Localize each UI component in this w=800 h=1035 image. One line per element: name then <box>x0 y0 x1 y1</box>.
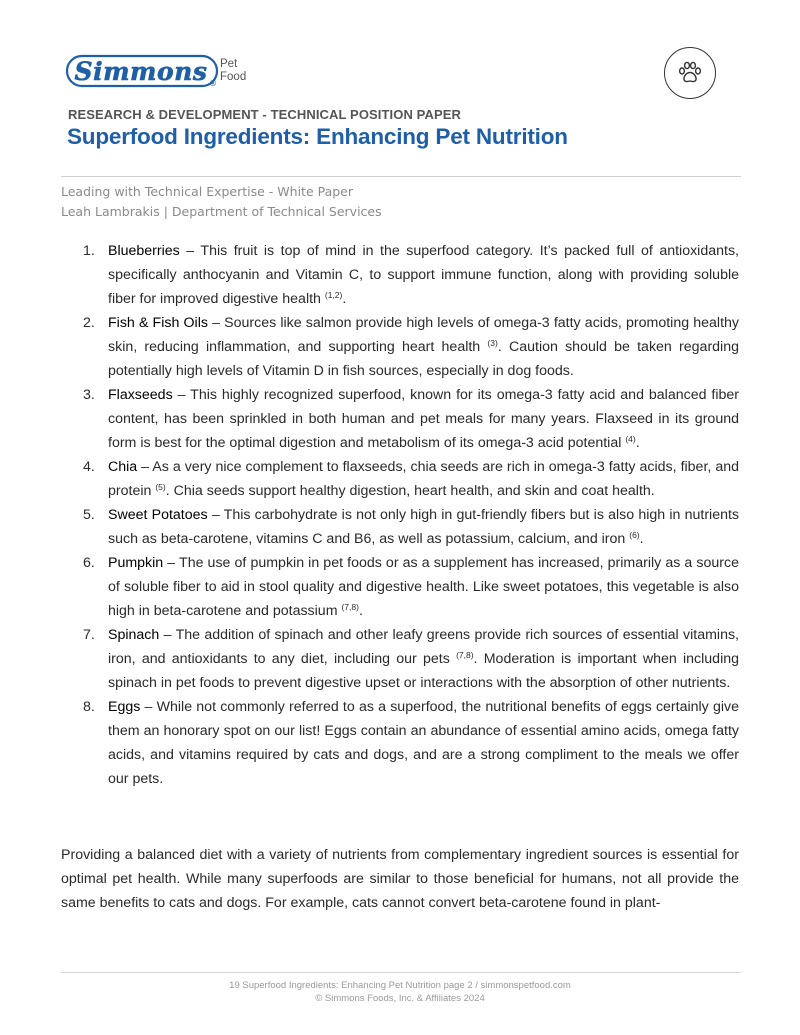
item-text: – This fruit is top of mind in the superfood category. It’s packed full of antioxidants, specifically anthocyanin and Vitamin C, to support immune function, along with providing soluble fiber for improved digestive health <box>108 243 739 307</box>
logo-registered: ® <box>209 79 217 88</box>
item-citation: (4) <box>625 434 636 444</box>
item-citation: (6) <box>629 530 640 540</box>
footer-page-info: 19 Superfood Ingredients: Enhancing Pet Nutrition page 2 / simmonspetfood.com <box>229 980 571 991</box>
paw-print-icon <box>677 61 703 85</box>
item-text-end: . <box>635 435 640 451</box>
item-number: 4. <box>83 459 95 475</box>
item-term: Pumpkin <box>108 555 164 571</box>
item-number: 2. <box>83 315 95 331</box>
item-text: – The addition of spinach and other leafy greens provide rich sources of essential vitamins, iron, and antioxidants to any diet, including our pets <box>108 627 739 667</box>
item-text-end: . Moderation is important when including spinach in pet foods to prevent digestive upset or interactions with the absorption of other nutrients. <box>108 651 740 691</box>
list-item <box>61 695 739 791</box>
item-text: – This carbohydrate is not only high in gut-friendly fibers but is also high in nutrients such as beta-carotene, vitamins C and B6, as well as potassium, calcium, and iron <box>108 507 740 547</box>
simmons-logo <box>66 50 256 92</box>
paper-subtitle: Leading with Technical Expertise - White Paper <box>61 184 354 199</box>
paper-title: Superfood Ingredients: Enhancing Pet Nutrition <box>67 124 568 149</box>
item-citation: (5) <box>155 482 166 492</box>
item-text: – Sources like salmon provide high levels of omega-3 fatty acids, promoting healthy skin, reducing inflammation, and supporting heart health <box>108 315 739 355</box>
superfood-list <box>61 239 739 791</box>
header-divider <box>61 176 741 177</box>
item-citation: (1,2) <box>324 290 343 300</box>
paper-kicker: RESEARCH & DEVELOPMENT - TECHNICAL POSITION PAPER <box>68 107 462 122</box>
footer-divider <box>61 972 741 973</box>
item-citation: (3) <box>487 338 498 348</box>
item-term: Flaxseeds <box>108 387 173 403</box>
list-item <box>61 311 739 383</box>
item-text: – While not commonly referred to as a superfood, the nutritional benefits of eggs certainly give them an honorary spot on our list! Eggs contain an abundance of essential amino acids, omega fatty acids, and vitamins required by cats and dogs, and are a strong compliment to the meals we offer our pets. <box>108 699 739 787</box>
item-text: – As a very nice complement to flaxseeds, chia seeds are rich in omega-3 fatty acids, fiber, and protein <box>108 459 739 499</box>
closing-paragraph: Providing a balanced diet with a variety of nutrients from complementary ingredient sources is essential for optimal pet health. While many superfoods are similar to those beneficial for humans, not all provide the same benefits to cats and dogs. For example, cats cannot convert beta-carotene found in plant- <box>61 847 739 911</box>
item-text-end: . Chia seeds support healthy digestion, heart health, and skin and coat health. <box>165 483 655 499</box>
item-text-end: . <box>342 291 347 307</box>
item-term: Eggs <box>108 699 141 715</box>
logo-sub-pet: Pet <box>220 58 238 70</box>
item-text-end: . Caution should be taken regarding potentially high levels of Vitamin D in fish sources, especially in dog foods. <box>108 339 739 379</box>
item-text: – This highly recognized superfood, known for its omega-3 fatty acid and balanced fiber content, has been sprinkled in both human and pet meals for many years. Flaxseed in its ground form is best for the optimal digestion and metabolism of its omega-3 acid potential <box>108 387 739 451</box>
item-text-end: . <box>639 531 644 547</box>
item-term: Blueberries <box>108 243 180 259</box>
list-item <box>61 503 739 551</box>
logo-wordmark: Simmons <box>74 57 208 86</box>
simmons-logo-mark <box>66 50 256 92</box>
item-term: Sweet Potatoes <box>108 507 208 523</box>
list-item <box>61 455 739 503</box>
footer-copyright: © Simmons Foods, Inc. & Affiliates 2024 <box>315 993 485 1004</box>
item-number: 8. <box>83 699 95 715</box>
logo-sub-food: Food <box>220 71 247 83</box>
item-number: 7. <box>83 627 95 643</box>
item-term: Fish & Fish Oils <box>108 315 208 331</box>
paw-badge <box>664 47 716 99</box>
list-item <box>61 239 739 311</box>
item-term: Chia <box>108 459 138 475</box>
item-term: Spinach <box>108 627 160 643</box>
list-item <box>61 623 739 695</box>
item-number: 6. <box>83 555 95 571</box>
paper-author: Leah Lambrakis | Department of Technical Services <box>61 204 382 219</box>
list-item <box>61 551 739 623</box>
item-number: 1. <box>83 243 95 259</box>
item-text: – The use of pumpkin in pet foods or as a supplement has increased, primarily as a source of soluble fiber to aid in stool quality and digestive health. Like sweet potatoes, this vegetable is also high in beta-carotene and potassium <box>108 555 739 619</box>
item-number: 3. <box>83 387 95 403</box>
item-text-end: . <box>358 603 363 619</box>
item-number: 5. <box>83 507 95 523</box>
list-item <box>61 383 739 455</box>
item-citation: (7,8) <box>456 650 474 660</box>
item-citation: (7,8) <box>341 602 359 612</box>
